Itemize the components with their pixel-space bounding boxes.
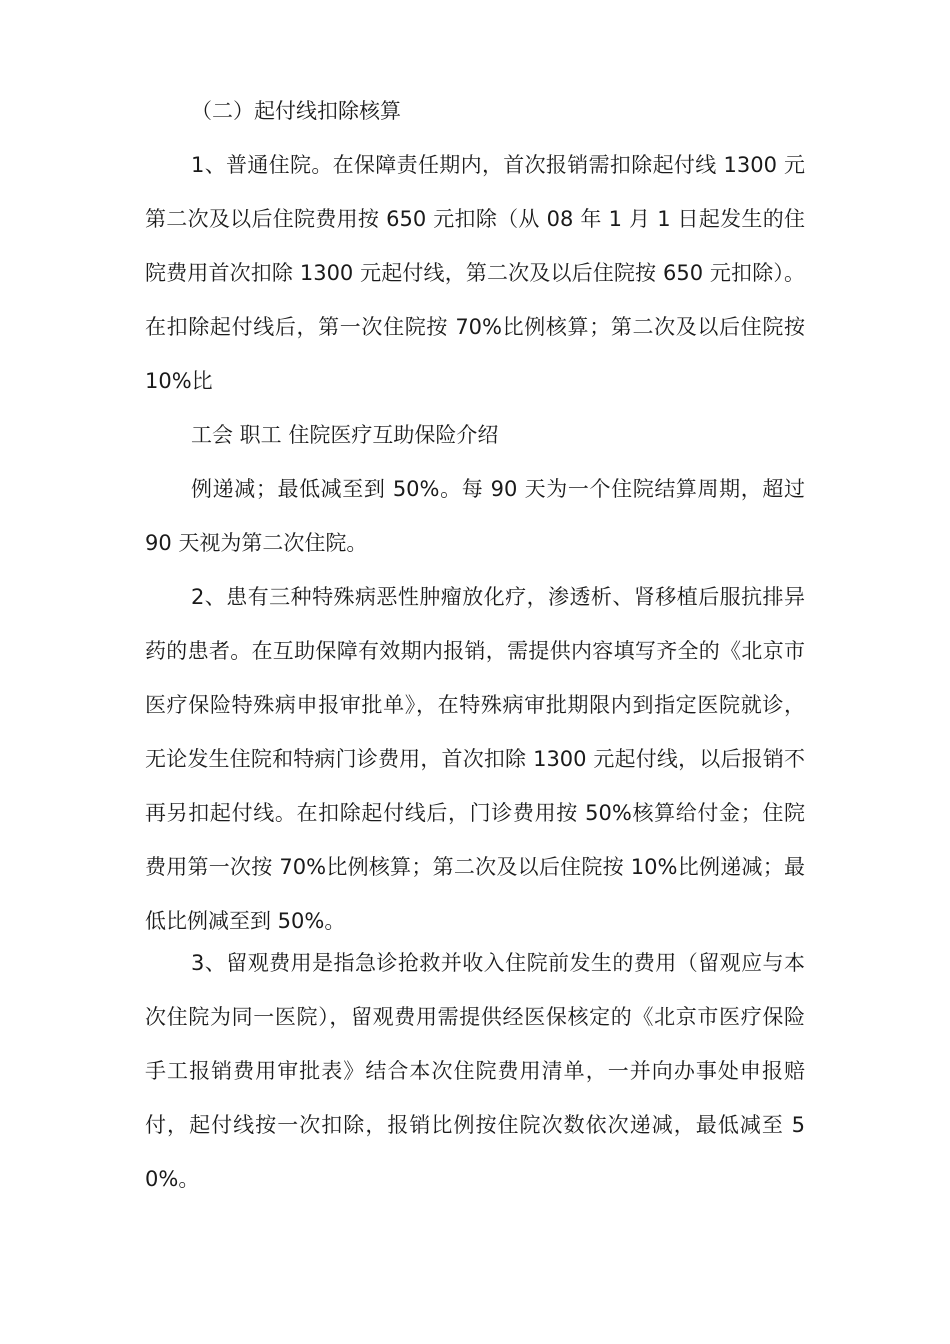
paragraph-special-disease: 2、患有三种特殊病恶性肿瘤放化疗，渗透析、肾移植后服抗排异药的患者。在互助保障有效期内报销，需提供内容填写齐全的《北京市医疗保险特殊病申报审批单》，在特殊病审批期限内到指定医院就诊，无论发生住院和特病门诊费用，首次扣除 1300 元起付线，以后报销不再另扣起付线。在扣除起付线后，门诊费用按 50%核算给付金；住院费用第一次按 70%比例核算；第二次及以后住院按 10%比例递减；最低比例减至到 50%。 <box>145 585 805 933</box>
paragraph-ordinary-hospitalization: 1、普通住院。在保障责任期内，首次报销需扣除起付线 1300 元第二次及以后住院费用按 650 元扣除（从 08 年 1 月 1 日起发生的住院费用首次扣除 1300 元起付线，第二次及以后住院按 650 元扣除）。在扣除起付线后，第一次住院按 70%比例核算；第二次及以后住院按 10%比 <box>145 153 805 393</box>
paragraph-observation-fees: 3、留观费用是指急诊抢救并收入住院前发生的费用（留观应与本次住院为同一医院），留观费用需提供经医保核定的《北京市医疗保险手工报销费用审批表》结合本次住院费用清单，一并向办事处申报赔付，起付线按一次扣除，报销比例按住院次数依次递减，最低减至 50%。 <box>145 951 805 1191</box>
section-heading: （二）起付线扣除核算 <box>191 99 401 123</box>
paragraph-settlement-period: 例递减；最低减至到 50%。每 90 天为一个住院结算周期，超过 90 天视为第二次住院。 <box>145 477 805 555</box>
inserted-title-line: 工会 职工 住院医疗互助保险介绍 <box>191 423 499 447</box>
